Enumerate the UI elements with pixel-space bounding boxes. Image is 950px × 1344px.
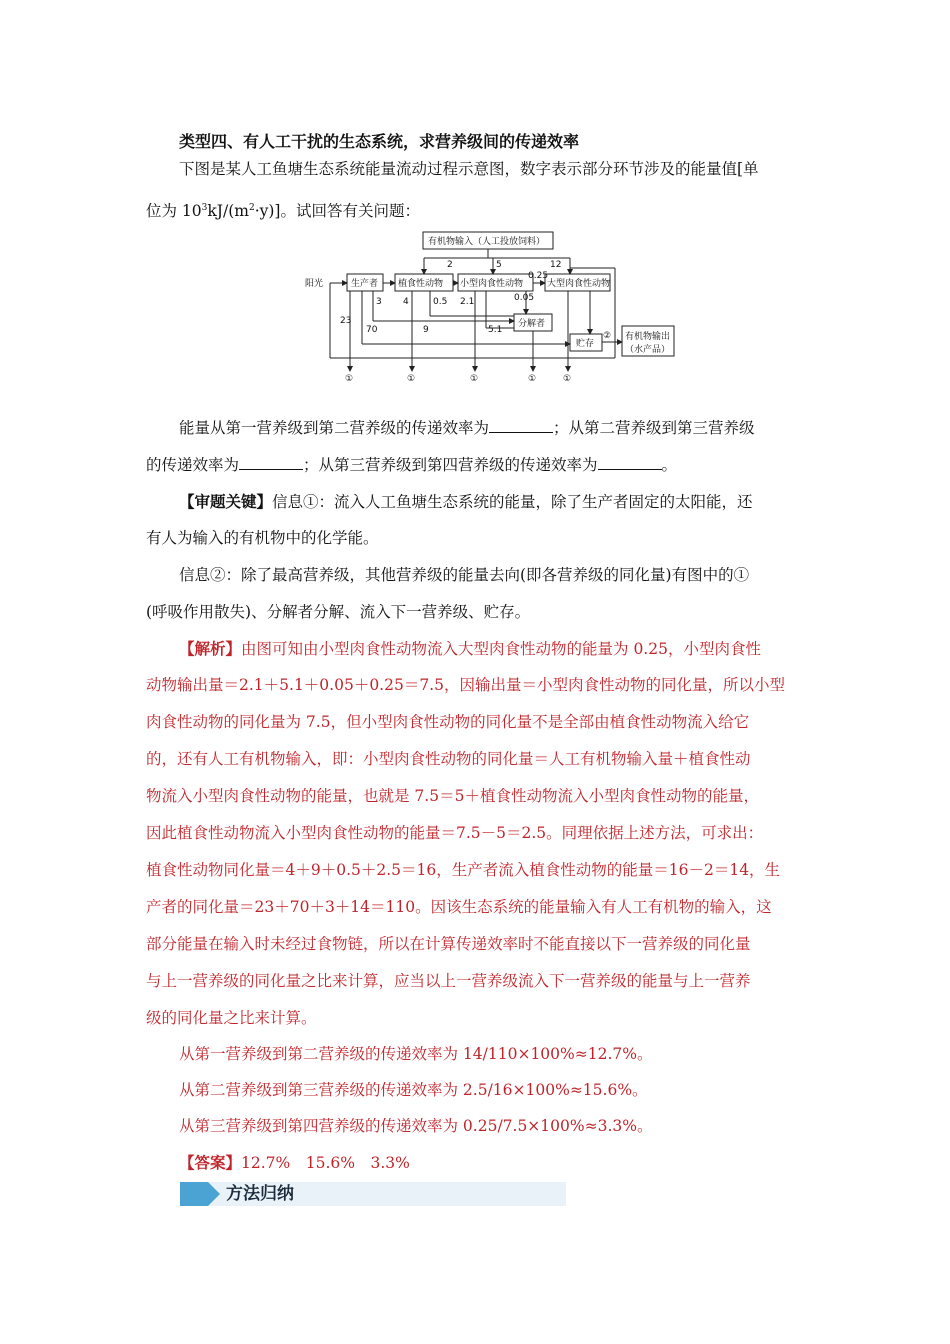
intro-line-1: 下图是某人工鱼塘生态系统能量流动过程示意图，数字表示部分环节涉及的能量值[单 — [179, 160, 759, 178]
large-carnivore-label: 大型肉食性动物 — [547, 279, 611, 289]
marker-1e: ① — [563, 374, 572, 384]
analysis-line-10: 与上一营养级的同化量之比来计算，应当以上一营养级流入下一营养级的能量与上一营养 — [146, 972, 751, 990]
value-3: 3 — [376, 297, 382, 307]
marker-1c: ① — [470, 374, 479, 384]
decomposer-label: 分解者 — [518, 319, 546, 329]
banner-arrow-icon — [208, 1182, 220, 1206]
key-line-2: 有人为输入的有机物中的化学能。 — [146, 529, 379, 547]
small-carnivore-label: 小型肉食性动物 — [460, 279, 524, 289]
analysis-line-2: 动物输出量＝2.1＋5.1＋0.05＋0.25＝7.5，因输出量＝小型肉食性动物的同化量，所以小型 — [146, 676, 785, 694]
output-label-2: （水产品） — [625, 345, 671, 355]
section-banner — [180, 1182, 566, 1206]
blank-2[interactable] — [239, 453, 303, 470]
value-0.25: 0.25 — [528, 271, 549, 281]
banner-tag — [180, 1182, 208, 1206]
sunlight-label: 阳光 — [305, 279, 324, 289]
analysis-line-9: 部分能量在输入时未经过食物链，所以在计算传递效率时不能直接以下一营养级的同化量 — [146, 935, 751, 953]
marker-1b: ① — [407, 374, 416, 384]
result-line-1: 从第一营养级到第二营养级的传递效率为 14/110×100%≈12.7%。 — [179, 1045, 653, 1063]
section-heading: 类型四、有人工干扰的生态系统，求营养级间的传递效率 — [179, 132, 580, 151]
intro-line-2: 位为 $10^3kJ/(m^2\cdot y)$]。试回答有关问题： — [146, 202, 420, 221]
value-2: 2 — [447, 260, 453, 270]
result-line-3: 从第三营养级到第四营养级的传递效率为 0.25/7.5×100%≈3.3%。 — [179, 1117, 653, 1135]
input-box-label: 有机物输入（人工投放饲料） — [428, 237, 546, 247]
question-line-2: 的传递效率为 ；从第三营养级到第四营养级的传递效率为 。 — [146, 447, 808, 484]
value-70: 70 — [366, 325, 378, 335]
key-line-1: 【审题关键】信息①：流入人工鱼塘生态系统的能量，除了生产者固定的太阳能，还 — [179, 492, 753, 511]
marker-1d: ① — [528, 374, 537, 384]
herbivore-label: 植食性动物 — [398, 279, 444, 289]
answer-line: 【答案】12.7% 15.6% 3.3% — [179, 1153, 410, 1172]
analysis-line-5: 物流入小型肉食性动物的能量，也就是 7.5＝5＋植食性动物流入小型肉食性动物的能量， — [146, 787, 759, 805]
value-23: 23 — [340, 316, 352, 326]
analysis-line-1: 【解析】由图可知由小型肉食性动物流入大型肉食性动物的能量为 0.25，小型肉食性 — [179, 639, 761, 658]
result-line-2: 从第二营养级到第三营养级的传递效率为 2.5/16×100%≈15.6%。 — [179, 1081, 648, 1099]
value-5.1: 5.1 — [488, 325, 503, 335]
question-line-1: 能量从第一营养级到第二营养级的传递效率为 ；从第二营养级到第三营养级 — [146, 410, 808, 447]
analysis-line-4: 的，还有人工有机物输入，即：小型肉食性动物的同化量＝人工有机物输入量＋植食性动 — [146, 750, 751, 768]
energy-flow-diagram — [300, 228, 690, 388]
producer-label: 生产者 — [351, 279, 379, 289]
marker-2: ② — [603, 331, 612, 341]
analysis-line-6: 因此植食性动物流入小型肉食性动物的能量＝7.5－5＝2.5。同理依据上述方法，可求出： — [146, 824, 764, 842]
marker-1a: ① — [345, 374, 354, 384]
blank-1[interactable] — [489, 416, 553, 433]
storage-label: 贮存 — [576, 339, 595, 349]
key-line-3: 信息②：除了最高营养级，其他营养级的能量去向(即各营养级的同化量)有图中的① — [179, 566, 750, 584]
output-label-1: 有机物输出 — [625, 332, 671, 342]
key-line-4: (呼吸作用散失)、分解者分解、流入下一营养级、贮存。 — [146, 603, 531, 621]
blank-3[interactable] — [598, 453, 662, 470]
value-0.05: 0.05 — [514, 293, 535, 303]
value-4: 4 — [403, 297, 409, 307]
analysis-line-7: 植食性动物同化量＝4＋9＋0.5＋2.5＝16，生产者流入植食性动物的能量＝16－2＝14，生 — [146, 861, 781, 879]
value-12: 12 — [550, 260, 562, 270]
analysis-line-11: 级的同化量之比来计算。 — [146, 1009, 317, 1027]
value-9: 9 — [423, 325, 429, 335]
analysis-line-8: 产者的同化量＝23＋70＋3＋14＝110。因该生态系统的能量输入有人工有机物的输入，这 — [146, 898, 772, 916]
value-0.5: 0.5 — [433, 297, 448, 307]
value-2.1: 2.1 — [460, 297, 475, 307]
analysis-line-3: 肉食性动物的同化量为 7.5，但小型肉食性动物的同化量不是全部由植食性动物流入给它 — [146, 713, 750, 731]
banner-title: 方法归纳 — [226, 1184, 294, 1204]
value-5: 5 — [496, 260, 502, 270]
